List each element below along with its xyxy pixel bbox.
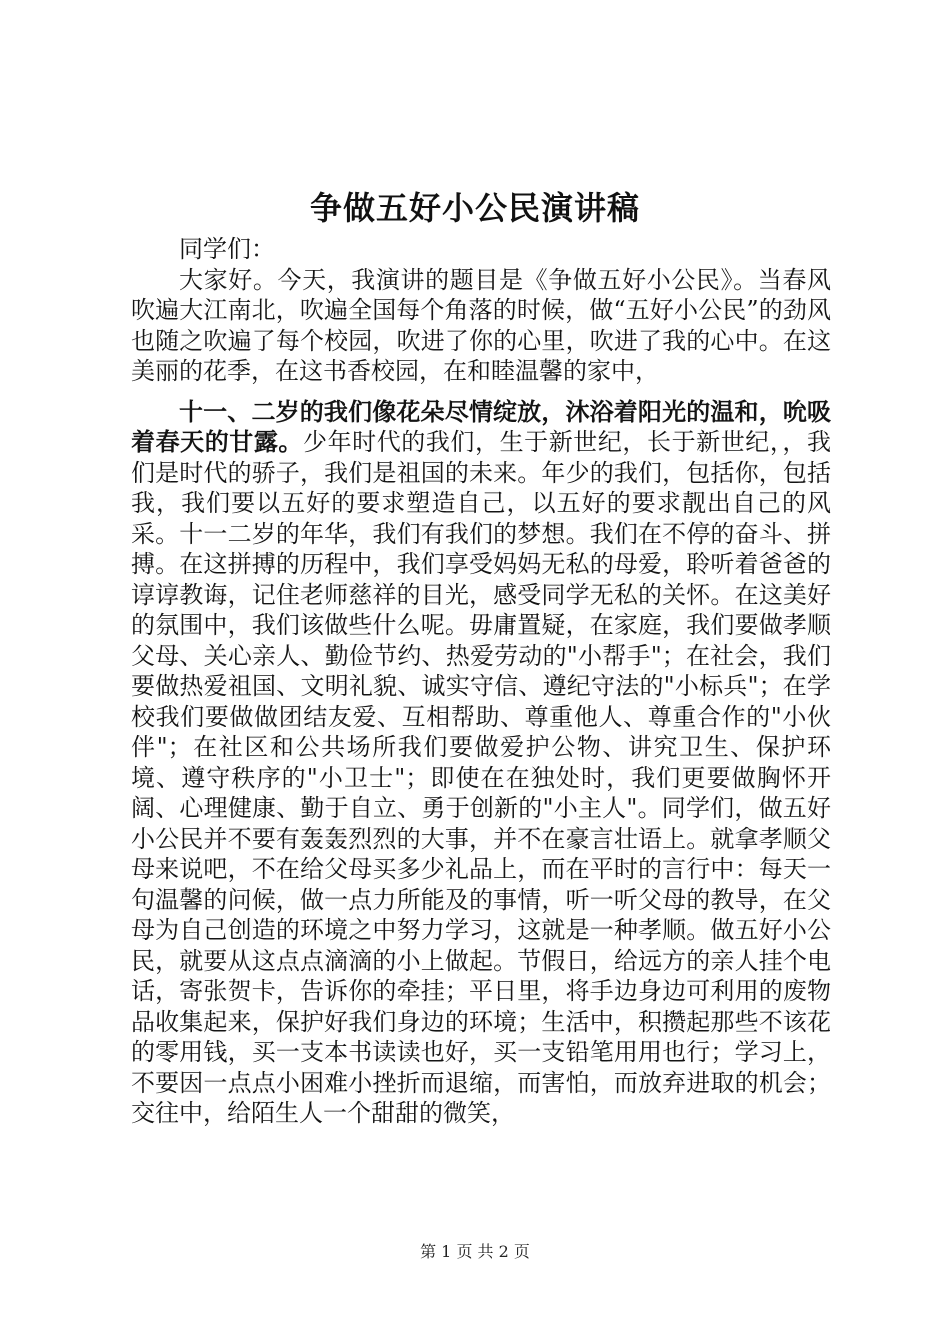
document-body xyxy=(131,234,831,1129)
intro-paragraph: 大家好。今天，我演讲的题目是《争做五好小公民》。当春风吹遍大江南北，吹遍全国每个角落的时候，做“五好小公民”的劲风也随之吹遍了每个校园，吹进了你的心里，吹进了我的心中。在这美丽的花季，在这书香校园，在和睦温馨的家中， xyxy=(131,265,831,385)
main-paragraph xyxy=(131,397,831,1129)
page-title: 争做五好小公民演讲稿 xyxy=(309,189,640,227)
page-footer: 第 1 页 共 2 页 xyxy=(420,1242,530,1261)
main-paragraph-lead: 十一、二岁的我们像花朵尽情绽放，沐浴着阳光的温和，吮吸着春天的甘露。 xyxy=(131,396,831,456)
main-paragraph-text: 少年时代的我们，生于新世纪，长于新世纪，，我们是时代的骄子，我们是祖国的未来。年少的我们，包括你，包括我，我们要以五好的要求塑造自己，以五好的要求靓出自己的风采。十一二岁的年华，我们有我们的梦想。我们在不停的奋斗、拼搏。在这拼搏的历程中，我们享受妈妈无私的母爱，聆听着爸爸的谆谆教诲，记住老师慈祥的目光，感受同学无私的关怀。在这美好的氛围中，我们该做些什么呢。毋庸置疑，在家庭，我们要做孝顺父母、关心亲人、勤俭节约、热爱劳动的"小帮手"；在社会，我们要做热爱祖国、文明礼貌、诚实守信、遵纪守法的"小标兵"；在学校我们要做做团结友爱、互相帮助、尊重他人、尊重合作的"小伙伴"；在社区和公共场所我们要做爱护公物、讲究卫生、保护环境、遵守秩序的"小卫士"；即使在在独处时，我们更要做胸怀开阔、心理健康、勤于自立、勇于创新的"小主人"。同学们，做五好小公民并不要有轰轰烈烈的大事，并不在豪言壮语上。就拿孝顺父母来说吧，不在给父母买多少礼品上，而在平时的言行中：每天一句温馨的问候，做一点力所能及的事情，听一听父母的教导，在父母为自己创造的环境之中努力学习，这就是一种孝顺。做五好小公民，就要从这点点滴滴的小上做起。节假日，给远方的亲人挂个电话，寄张贺卡，告诉你的牵挂；平日里，将手边身边可利用的废物品收集起来，保护好我们身边的环境；生活中，积攒起那些不该花的零用钱，买一支本书读读也好，买一支铅笔用用也行；学习上，不要因一点点小困难小挫折而退缩，而害怕，而放弃进取的机会；交往中，给陌生人一个甜甜的微笑， xyxy=(131,428,831,1127)
greeting-paragraph: 同学们： xyxy=(179,235,275,263)
